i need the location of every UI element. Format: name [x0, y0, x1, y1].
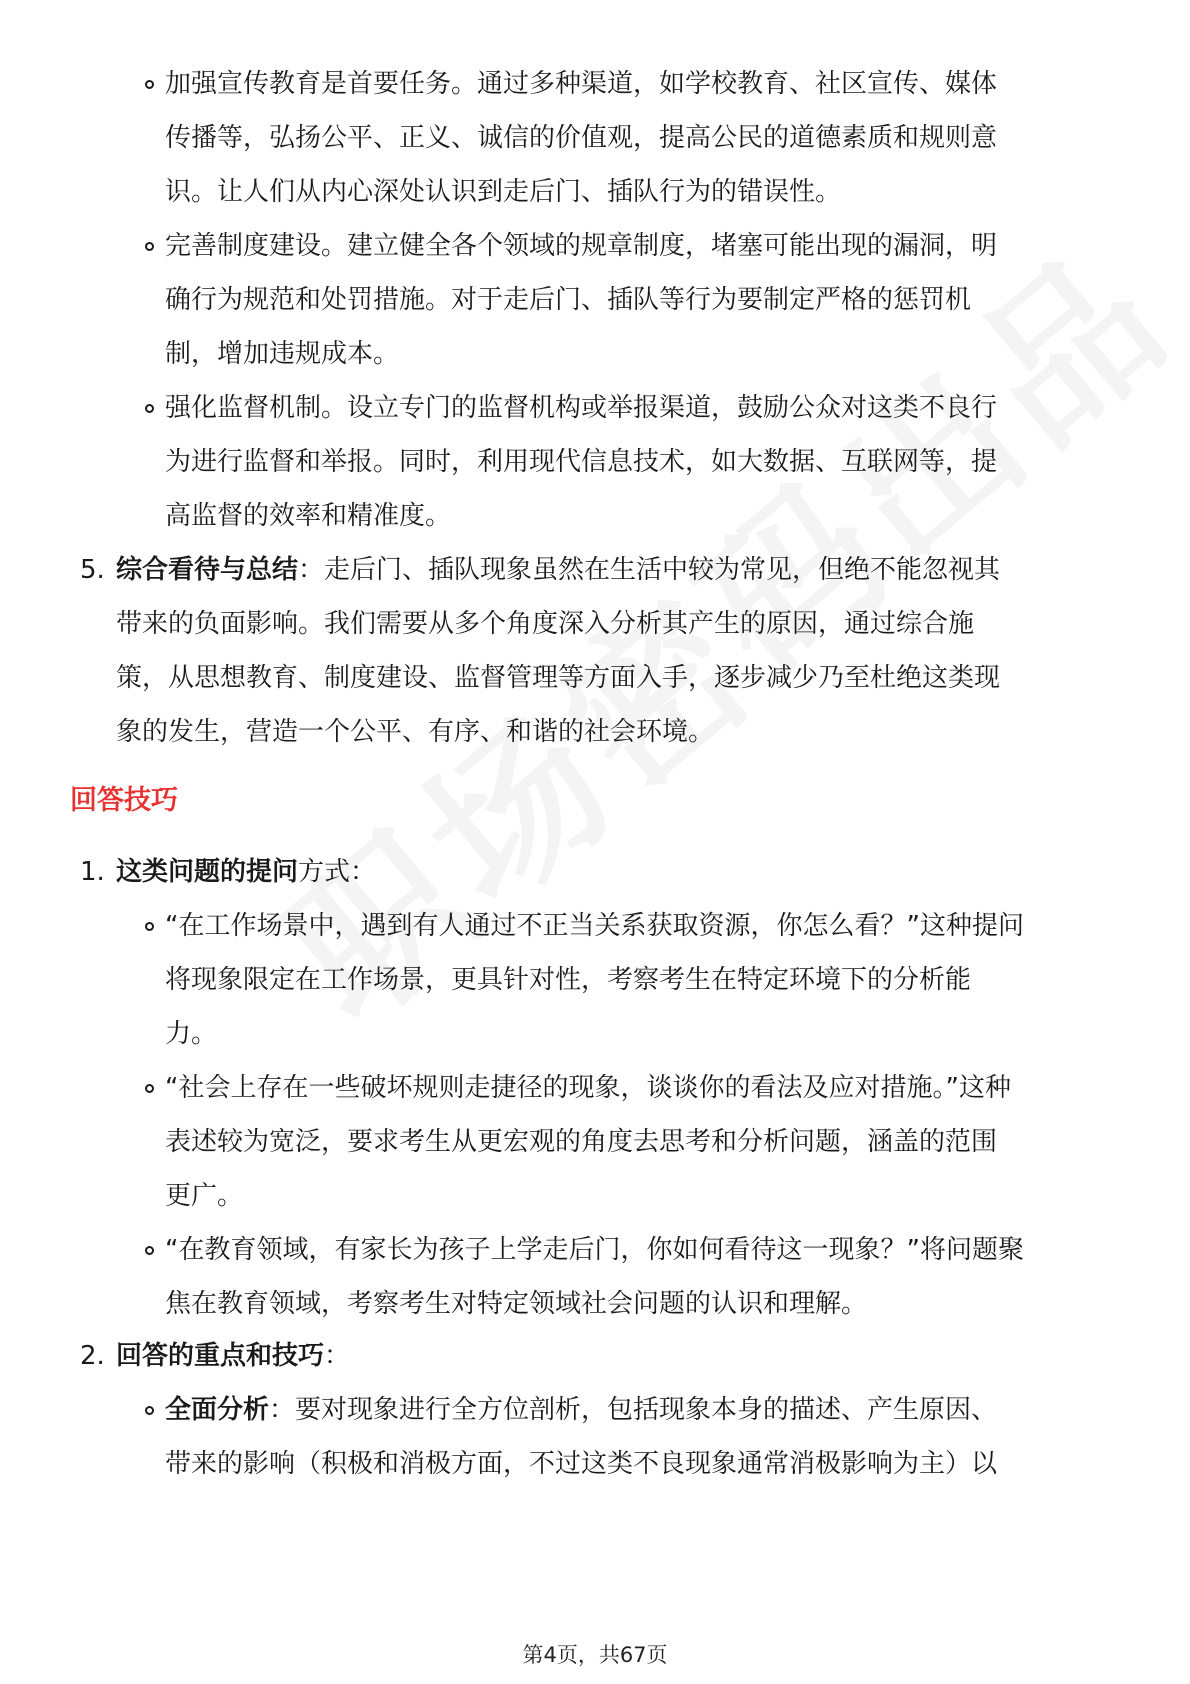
list-item-line: 将现象限定在工作场景，更具针对性，考察考生在特定环境下的分析能	[165, 965, 972, 995]
list-item-line: 完善制度建设。建立健全各个领域的规章制度，堵塞可能出现的漏洞，明	[165, 231, 998, 261]
item-title: 这类问题的提问	[116, 857, 299, 887]
item-text: ：要对现象进行全方位剖析，包括现象本身的描述、产生原因、	[269, 1395, 998, 1425]
list-item-line: 高监督的效率和精准度。	[165, 501, 452, 531]
list-item-line: 确行为规范和处罚措施。对于走后门、插队等行为要制定严格的惩罚机	[165, 285, 972, 315]
list-item-line: 焦在教育领域，考察考生对特定领域社会问题的认识和理解。	[165, 1289, 868, 1319]
list-item-line	[116, 1340, 350, 1372]
bullet-marker	[145, 242, 154, 251]
list-item-line: “社会上存在一些破坏规则走捷径的现象，谈谈你的看法及应对措施。”这种	[165, 1073, 1011, 1103]
item-text: 方式：	[298, 857, 377, 887]
list-item-line: 识。让人们从内心深处认识到走后门、插队行为的错误性。	[165, 177, 842, 207]
list-item-line: 更广。	[165, 1181, 244, 1211]
bullet-marker	[145, 922, 154, 931]
bullet-marker	[145, 1246, 154, 1255]
list-item-line: 强化监督机制。设立专门的监督机构或举报渠道，鼓励公众对这类不良行	[165, 393, 998, 423]
item-title: 全面分析	[165, 1395, 270, 1425]
section-heading: 回答技巧	[70, 785, 178, 816]
list-item-line: 力。	[165, 1019, 218, 1049]
item-title: 回答的重点和技巧	[116, 1341, 325, 1371]
bullet-marker	[145, 1084, 154, 1093]
list-item-line: 策，从思想教育、制度建设、监督管理等方面入手，逐步减少乃至杜绝这类现	[116, 663, 1001, 693]
list-item-line: 表述较为宽泛，要求考生从更宏观的角度去思考和分析问题，涵盖的范围	[165, 1127, 998, 1157]
bullet-marker	[145, 1406, 154, 1415]
list-number: 5.	[80, 555, 105, 585]
list-item-line	[116, 856, 376, 888]
list-item-line: 带来的负面影响。我们需要从多个角度深入分析其产生的原因，通过综合施	[116, 609, 975, 639]
item-text: ：	[324, 1341, 351, 1371]
list-item-line: 带来的影响（积极和消极方面，不过这类不良现象通常消极影响为主）以	[165, 1449, 998, 1479]
page-footer: 第4页，共67页	[522, 1643, 668, 1667]
list-item-line	[165, 1394, 997, 1426]
list-number: 2.	[80, 1341, 105, 1371]
bullet-marker	[145, 404, 154, 413]
bullet-marker	[145, 80, 154, 89]
list-item-line: “在工作场景中，遇到有人通过不正当关系获取资源，你怎么看？”这种提问	[165, 911, 1024, 941]
list-item-line: 加强宣传教育是首要任务。通过多种渠道，如学校教育、社区宣传、媒体	[165, 69, 998, 99]
list-item-line: 制，增加违规成本。	[165, 339, 400, 369]
list-item-line	[116, 554, 1000, 586]
list-item-line: 传播等，弘扬公平、正义、诚信的价值观，提高公民的道德素质和规则意	[165, 123, 998, 153]
list-item-line: “在教育领域，有家长为孩子上学走后门，你如何看待这一现象？”将问题聚	[165, 1235, 1024, 1265]
item-title: 综合看待与总结	[116, 555, 299, 585]
list-item-line: 为进行监督和举报。同时，利用现代信息技术，如大数据、互联网等，提	[165, 447, 998, 477]
list-number: 1.	[80, 857, 105, 887]
item-text: ：走后门、插队现象虽然在生活中较为常见，但绝不能忽视其	[298, 555, 1001, 585]
list-item-line: 象的发生，营造一个公平、有序、和谐的社会环境。	[116, 717, 715, 747]
